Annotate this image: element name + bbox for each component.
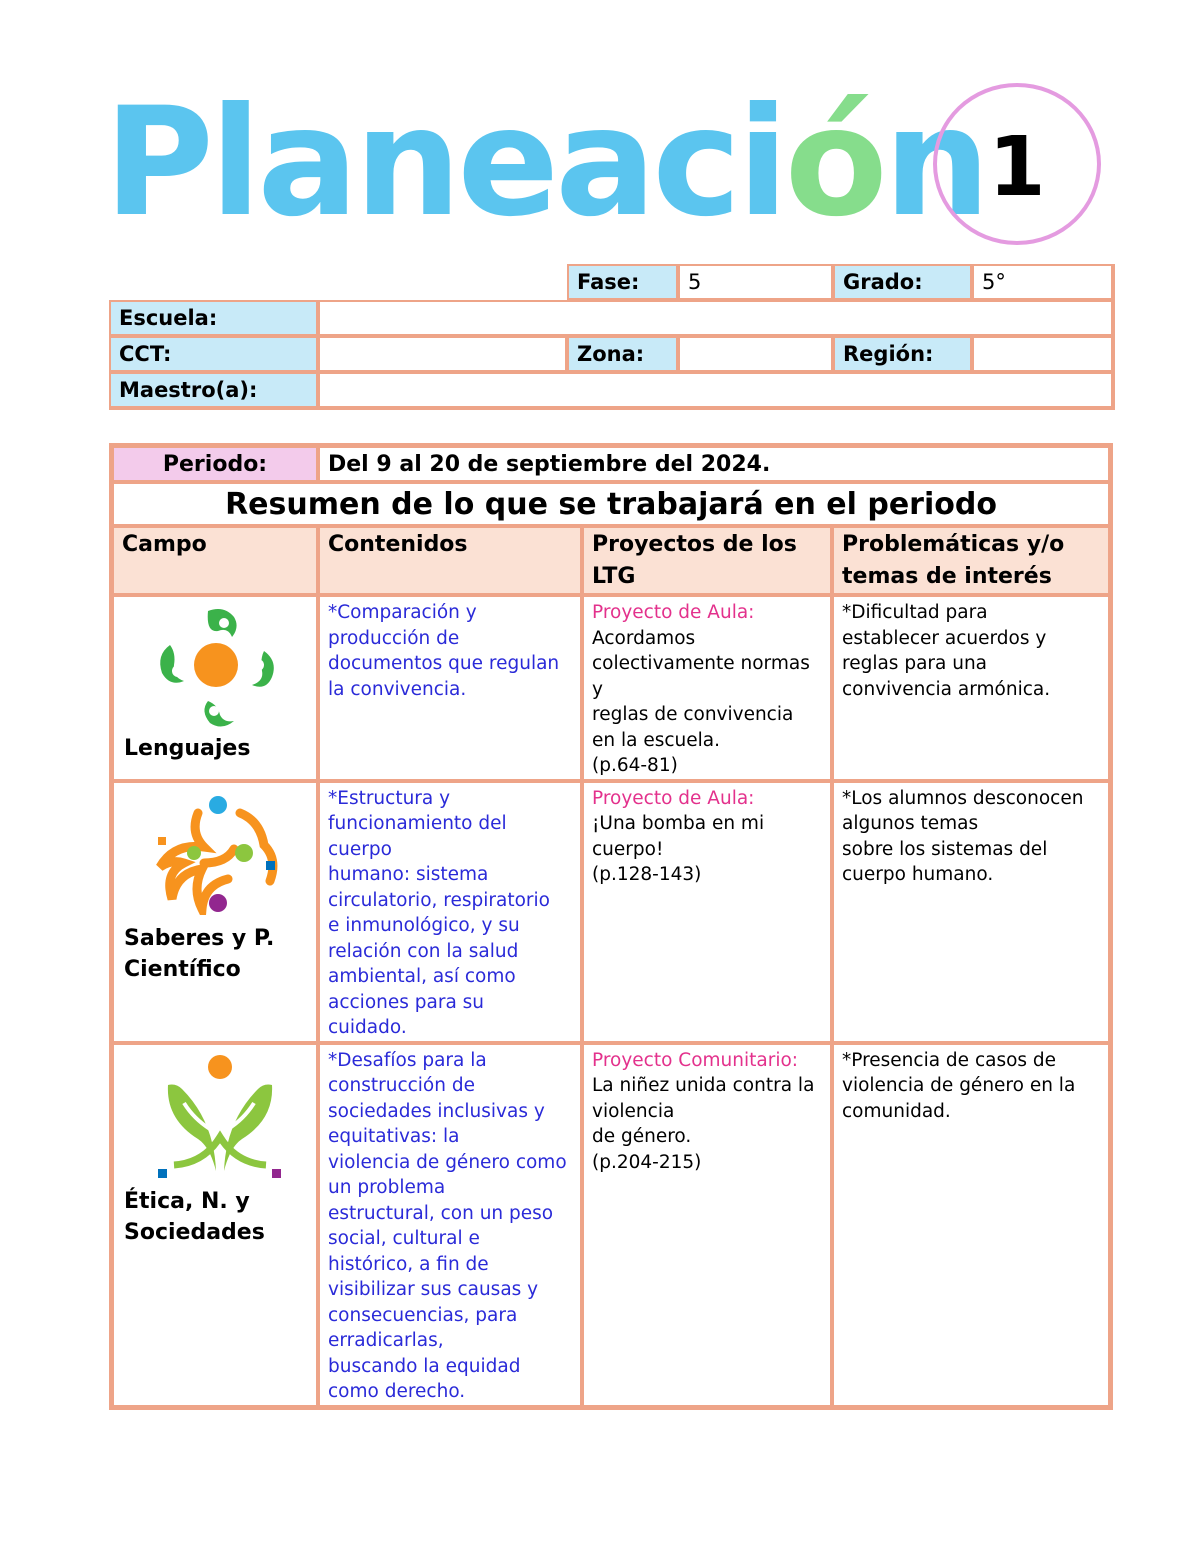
content-line: acciones para su bbox=[328, 991, 485, 1013]
maestro-label: Maestro(a): bbox=[109, 372, 318, 408]
escuela-label: Escuela: bbox=[109, 300, 318, 336]
content-line: estructural, con un peso bbox=[328, 1202, 554, 1224]
problematica-line: convivencia armónica. bbox=[842, 678, 1051, 700]
proyecto-line: (p.204-215) bbox=[592, 1151, 702, 1173]
proyecto-line: Acordamos bbox=[592, 627, 696, 649]
content-line: cuidado. bbox=[328, 1017, 407, 1038]
grado-value[interactable]: 5° bbox=[972, 264, 1113, 300]
problematica-line: *Los alumnos desconocen bbox=[842, 787, 1084, 809]
campo-cell bbox=[112, 781, 318, 1043]
content-line: construcción de bbox=[328, 1075, 475, 1096]
problematica-line: *Presencia de casos de bbox=[842, 1049, 1057, 1071]
content-line: equitativas: la bbox=[328, 1126, 460, 1147]
periodo-value[interactable]: Del 9 al 20 de septiembre del 2024. bbox=[318, 446, 1110, 482]
info-spacer bbox=[109, 264, 567, 300]
page-title bbox=[104, 76, 987, 250]
zona-field[interactable] bbox=[678, 336, 833, 372]
proyecto-line: reglas de convivencia bbox=[592, 704, 794, 725]
content-line: consecuencias, para bbox=[328, 1304, 518, 1326]
problematica-cell[interactable] bbox=[832, 781, 1110, 1043]
resumen-title: Resumen de lo que se trabajará en el periodo bbox=[112, 482, 1110, 526]
escuela-field[interactable] bbox=[318, 300, 1113, 336]
problematica-cell[interactable] bbox=[832, 595, 1110, 781]
content-line: erradicarlas, bbox=[328, 1330, 444, 1351]
saberes-logo-icon bbox=[154, 795, 284, 915]
content-line: social, cultural e bbox=[328, 1228, 480, 1249]
problematica-line: comunidad. bbox=[842, 1100, 951, 1122]
title-main: Planeaci bbox=[104, 76, 785, 250]
school-info-table bbox=[109, 264, 1115, 410]
badge-number: 1 bbox=[988, 120, 1046, 215]
problematica-line: cuerpo humano. bbox=[842, 864, 994, 885]
campo-label: Lenguajes bbox=[124, 736, 251, 761]
content-line: histórico, a fin de bbox=[328, 1253, 489, 1275]
proyecto-line: (p.64-81) bbox=[592, 755, 678, 776]
content-line: circulatorio, respiratorio bbox=[328, 889, 550, 911]
periodo-label: Periodo: bbox=[112, 446, 318, 482]
content-line: cuerpo bbox=[328, 838, 392, 860]
number-badge bbox=[933, 83, 1101, 245]
zona-label: Zona: bbox=[567, 336, 678, 372]
contenidos-cell[interactable] bbox=[318, 595, 582, 781]
campo-label: Saberes y P. Científico bbox=[124, 925, 275, 982]
grado-label: Grado: bbox=[833, 264, 972, 300]
table-row bbox=[112, 1043, 1110, 1407]
campo-cell bbox=[112, 595, 318, 781]
problematica-line: establecer acuerdos y bbox=[842, 627, 1047, 649]
problematica-line: violencia de género en la bbox=[842, 1075, 1076, 1096]
etica-logo-icon bbox=[154, 1053, 284, 1183]
lenguajes-logo-icon bbox=[154, 605, 284, 733]
region-label: Región: bbox=[833, 336, 972, 372]
header-contenidos: Contenidos bbox=[318, 526, 582, 595]
header-campo: Campo bbox=[112, 526, 318, 595]
content-line: *Estructura y bbox=[328, 787, 451, 809]
content-line: producción de bbox=[328, 627, 460, 649]
proyecto-line: colectivamente normas y bbox=[592, 653, 810, 700]
content-line: e inmunológico, y su bbox=[328, 915, 520, 936]
content-line: visibilizar sus causas y bbox=[328, 1279, 539, 1300]
content-line: *Desafíos para la bbox=[328, 1049, 487, 1071]
maestro-field[interactable] bbox=[318, 372, 1113, 408]
problematica-line: reglas para una bbox=[842, 653, 988, 674]
contenidos-cell[interactable] bbox=[318, 781, 582, 1043]
proyecto-line: violencia bbox=[592, 1100, 675, 1122]
problematica-line: algunos temas bbox=[842, 813, 979, 834]
content-line: como derecho. bbox=[328, 1381, 466, 1402]
fase-label: Fase: bbox=[567, 264, 678, 300]
campo-label: Ética, N. y Sociedades bbox=[124, 1188, 265, 1245]
campo-cell bbox=[112, 1043, 318, 1407]
problematica-line: *Dificultad para bbox=[842, 602, 988, 623]
content-line: humano: sistema bbox=[328, 864, 489, 885]
proyecto-line: (p.128-143) bbox=[592, 864, 702, 885]
proyecto-line: ¡Una bomba en mi bbox=[592, 813, 765, 834]
proyecto-cell[interactable] bbox=[582, 1043, 832, 1407]
region-field[interactable] bbox=[972, 336, 1113, 372]
proyecto-type: Proyecto de Aula: bbox=[592, 602, 755, 623]
contenidos-cell[interactable] bbox=[318, 1043, 582, 1407]
cct-field[interactable] bbox=[318, 336, 567, 372]
proyecto-line: cuerpo! bbox=[592, 838, 664, 860]
title-end: n bbox=[883, 76, 987, 250]
problematica-cell[interactable] bbox=[832, 1043, 1110, 1407]
header-problematicas: Problemáticas y/o temas de interés bbox=[832, 526, 1110, 595]
content-line: buscando la equidad bbox=[328, 1355, 521, 1377]
proyecto-line: La niñez unida contra la bbox=[592, 1075, 815, 1096]
content-line: sociedades inclusivas y bbox=[328, 1100, 545, 1122]
content-line: la convivencia. bbox=[328, 678, 467, 700]
table-row bbox=[112, 595, 1110, 781]
content-line: violencia de género como bbox=[328, 1151, 567, 1173]
proyecto-cell[interactable] bbox=[582, 781, 832, 1043]
proyecto-type: Proyecto de Aula: bbox=[592, 787, 755, 809]
table-row bbox=[112, 781, 1110, 1043]
header-proyectos: Proyectos de los LTG bbox=[582, 526, 832, 595]
content-line: funcionamiento del bbox=[328, 813, 507, 834]
content-line: documentos que regulan bbox=[328, 653, 560, 674]
fase-value[interactable]: 5 bbox=[678, 264, 833, 300]
proyecto-cell[interactable] bbox=[582, 595, 832, 781]
title-accent: ó bbox=[784, 76, 884, 250]
planning-table bbox=[109, 443, 1113, 1410]
content-line: relación con la salud bbox=[328, 940, 519, 962]
proyecto-type: Proyecto Comunitario: bbox=[592, 1049, 799, 1071]
proyecto-line: en la escuela. bbox=[592, 729, 721, 751]
problematica-line: sobre los sistemas del bbox=[842, 838, 1048, 860]
cct-label: CCT: bbox=[109, 336, 318, 372]
content-line: ambiental, así como bbox=[328, 966, 516, 987]
content-line: *Comparación y bbox=[328, 602, 477, 623]
proyecto-line: de género. bbox=[592, 1126, 692, 1147]
content-line: un problema bbox=[328, 1177, 446, 1198]
